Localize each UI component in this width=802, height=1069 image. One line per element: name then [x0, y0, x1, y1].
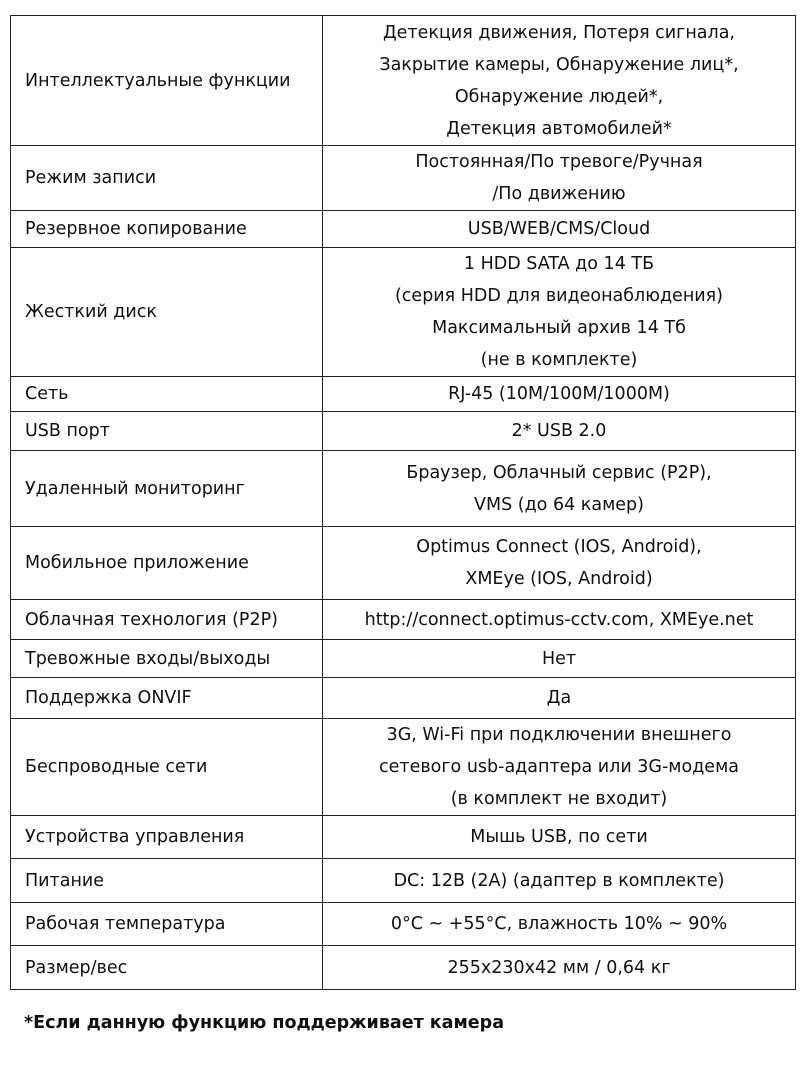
row-value [323, 412, 796, 451]
value-line: Браузер, Облачный сервис (P2P), [406, 462, 712, 483]
row-label: Рабочая температура [11, 903, 323, 946]
table-row [11, 16, 796, 146]
value-line: 2* USB 2.0 [511, 421, 607, 441]
value-line: (в комплект не входит) [450, 789, 668, 809]
row-value [323, 903, 796, 946]
row-value [323, 678, 796, 719]
value-line: 1 HDD SATA до 14 ТБ [463, 254, 655, 274]
row-value [323, 640, 796, 678]
value-line: XMEye (IOS, Android) [465, 569, 653, 589]
value-line: Детекция движения, Потеря сигнала, [383, 22, 735, 43]
row-value [323, 451, 796, 527]
value-line: Обнаружение людей*, [454, 86, 664, 107]
row-value [323, 527, 796, 600]
table-row [11, 146, 796, 211]
row-label: Поддержка ONVIF [11, 678, 323, 719]
value-line: Да [546, 688, 572, 708]
value-line: 255x230x42 мм / 0,64 кг [447, 957, 671, 978]
value-line: /По движению [492, 184, 626, 204]
value-line: http://connect.optimus-cctv.com, XMEye.net [364, 609, 754, 630]
row-label: Тревожные входы/выходы [11, 640, 323, 678]
value-line: Максимальный архив 14 Тб [432, 318, 686, 338]
row-label: Питание [11, 859, 323, 903]
value-line: (серия HDD для видеонаблюдения) [394, 286, 723, 306]
table-row [11, 211, 796, 248]
row-label: Мобильное приложение [11, 527, 323, 600]
spec-table [10, 15, 796, 990]
row-label: Интеллектуальные функции [11, 16, 323, 146]
table-row [11, 377, 796, 412]
row-label: Жесткий диск [11, 248, 323, 377]
row-value [323, 816, 796, 859]
table-row [11, 600, 796, 640]
row-value [323, 719, 796, 816]
row-value [323, 859, 796, 903]
row-value [323, 146, 796, 211]
row-label: Резервное копирование [11, 211, 323, 248]
value-line: сетевого usb-адаптера или 3G-модема [378, 757, 739, 777]
table-row [11, 946, 796, 990]
row-value [323, 248, 796, 377]
value-line: Детекция автомобилей* [446, 118, 672, 139]
table-row [11, 678, 796, 719]
value-line: Optimus Connect (IOS, Android), [416, 537, 702, 557]
table-row [11, 248, 796, 377]
value-line: 0°C ~ +55°C, влажность 10% ~ 90% [390, 914, 728, 934]
row-label: Беспроводные сети [11, 719, 323, 816]
value-line: 3G, Wi-Fi при подключении внешнего [386, 725, 732, 745]
footnote: *Если данную функцию поддерживает камера [24, 1013, 505, 1033]
table-row [11, 640, 796, 678]
row-label: Сеть [11, 377, 323, 412]
value-line: USB/WEB/CMS/Cloud [467, 219, 651, 239]
table-row [11, 527, 796, 600]
row-label: Размер/вес [11, 946, 323, 990]
row-value [323, 16, 796, 146]
row-label: Удаленный мониторинг [11, 451, 323, 527]
value-line: (не в комплекте) [480, 350, 638, 370]
value-line: Мышь USB, по сети [470, 827, 648, 847]
row-label: USB порт [11, 412, 323, 451]
row-label: Облачная технология (P2P) [11, 600, 323, 640]
row-label: Режим записи [11, 146, 323, 211]
row-label: Устройства управления [11, 816, 323, 859]
value-line: DC: 12В (2A) (адаптер в комплекте) [393, 870, 725, 891]
value-line: Постоянная/По тревоге/Ручная [415, 152, 703, 172]
table-row [11, 412, 796, 451]
table-row [11, 859, 796, 903]
value-line: Нет [541, 648, 577, 669]
table-row [11, 903, 796, 946]
table-row [11, 816, 796, 859]
row-value [323, 600, 796, 640]
value-line: Закрытие камеры, Обнаружение лиц*, [379, 54, 739, 75]
table-row [11, 719, 796, 816]
table-row [11, 451, 796, 527]
spec-table-body [11, 16, 796, 990]
row-value [323, 377, 796, 412]
value-line: VMS (до 64 камер) [474, 494, 644, 515]
row-value [323, 946, 796, 990]
row-value [323, 211, 796, 248]
value-line: RJ-45 (10M/100M/1000M) [448, 384, 670, 404]
